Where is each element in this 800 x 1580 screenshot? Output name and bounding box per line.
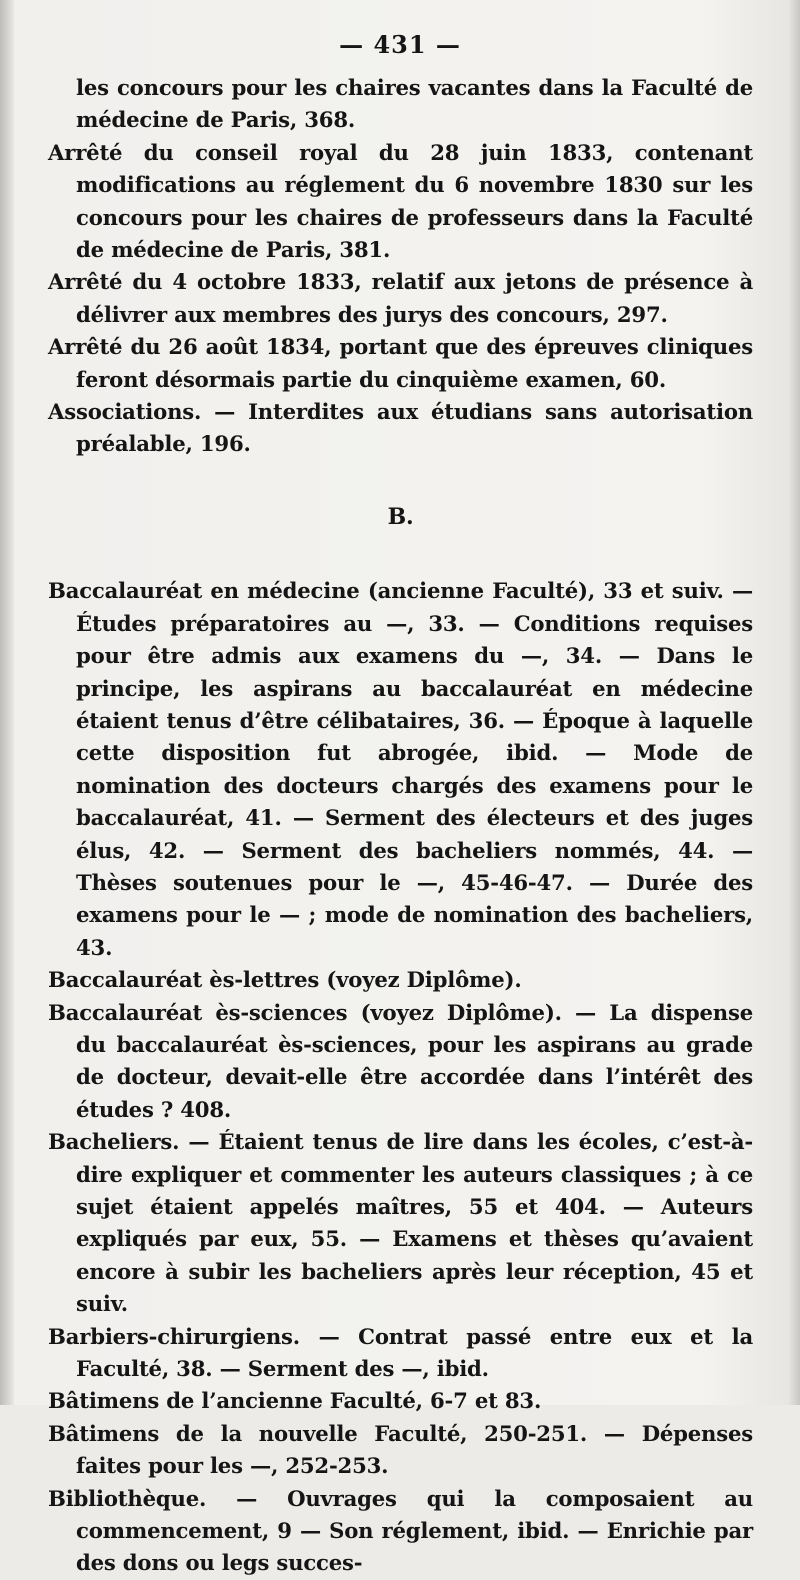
section-letter: B. — [387, 503, 414, 530]
index-entry: Bacheliers. — Étaient tenus de lire dans les écoles, c’est-à-dire expliquer et commenter les auteurs classiques ; à ce sujet étaient appelés maîtres, 55 et 404. — Auteurs expliqués par eux, 55. — Examens et thèses qu’avaient encore à subir les bacheliers après leur réception, 45 et suiv. — [48, 1129, 753, 1317]
index-entry: les concours pour les chaires vacantes dans la Faculté de médecine de Paris, 368. — [76, 75, 753, 133]
page-edge-left — [0, 0, 14, 1405]
index-entry: Arrêté du conseil royal du 28 juin 1833, contenant modifications au réglement du 6 novembre 1830 sur les concours pour les chaires de professeurs dans la Faculté de médecine de Paris, 381. — [48, 139, 753, 263]
index-entry: Barbiers-chirurgiens. — Contrat passé entre eux et la Faculté, 38. — Serment des —, ibid. — [48, 1323, 753, 1382]
index-entry: Bibliothèque. — Ouvrages qui la composaient au commencement, 9 — Son réglement, ibid. — Enrichie par des dons ou legs succes- — [48, 1485, 753, 1576]
index-entry: Baccalauréat ès-lettres (voyez Diplôme). — [48, 967, 522, 993]
index-entry: Associations. — Interdites aux étudians sans autorisation préalable, 196. — [48, 399, 753, 457]
index-entry: Baccalauréat ès-sciences (voyez Diplôme). — La dispense du baccalauréat ès-sciences, pour les aspirans au grade de docteur, devait-elle être accordée dans l’intérêt des études ? 408. — [48, 999, 753, 1122]
index-entry: Arrêté du 26 août 1834, portant que des épreuves cliniques feront désormais partie du cinquième examen, 60. — [48, 334, 753, 392]
index-content — [48, 72, 753, 1580]
index-entry: Bâtimens de la nouvelle Faculté, 250-251. — Dépenses faites pour les —, 252-253. — [48, 1420, 753, 1479]
page-number: — 431 — — [339, 30, 461, 59]
page-edge-right — [788, 0, 800, 1405]
index-entry: Baccalauréat en médecine (ancienne Faculté), 33 et suiv. — Études préparatoires au —, 33. — Conditions requises pour être admis aux examens du —, 34. — Dans le principe, les aspirans au baccalauréat en médecine étaient tenus d’être célibataires, 36. — Époque à laquelle cette disposition fut abrogée, ibid. — Mode de nomination des docteurs chargés des examens pour le baccalauréat, 41. — Serment des électeurs et des juges élus, 42. — Serment des bacheliers nommés, 44. — Thèses soutenues pour le —, 45-46-47. — Durée des examens pour le — ; mode de nomination des bacheliers, 43. — [48, 578, 753, 960]
index-entry: Bâtimens de l’ancienne Faculté, 6-7 et 83. — [48, 1388, 542, 1414]
index-entry: Arrêté du 4 octobre 1833, relatif aux jetons de présence à délivrer aux membres des jurys des concours, 297. — [48, 269, 753, 327]
